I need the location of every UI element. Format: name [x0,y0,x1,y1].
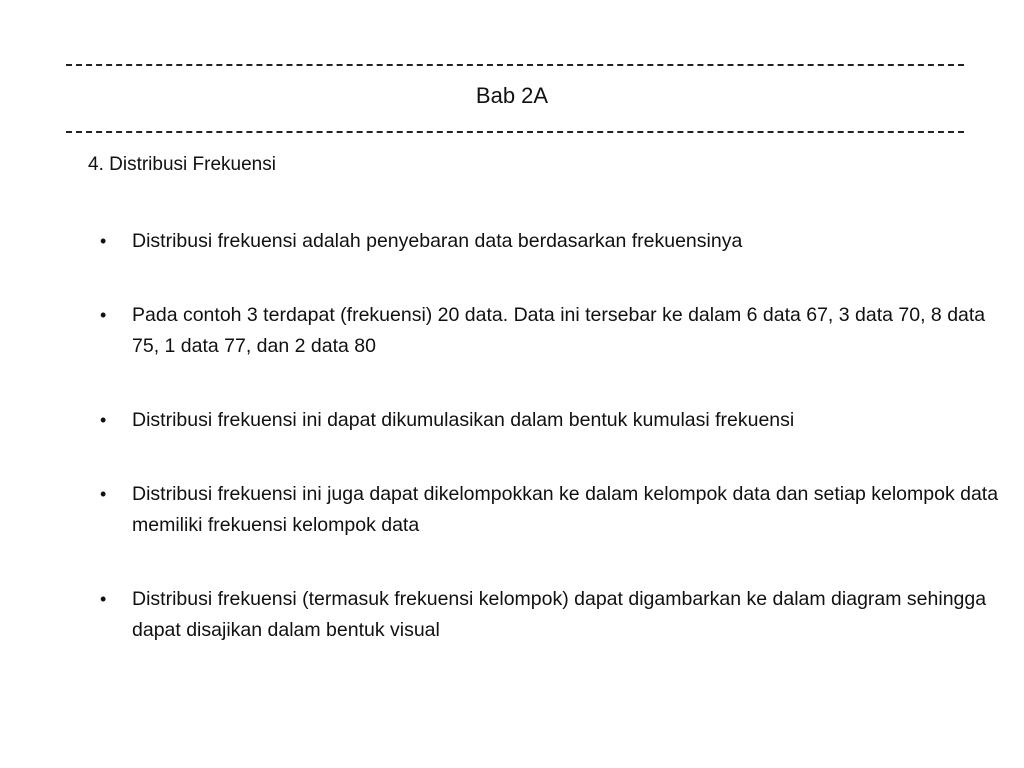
bullet-icon: • [100,484,107,504]
bullet-text: Pada contoh 3 terdapat (frekuensi) 20 data. Data ini tersebar ke dalam 6 data 67, 3 data 70, 8 data 75, 1 data 77, dan 2 data 80 [132,304,986,357]
bullet-item [100,479,1000,541]
bullet-text: Distribusi frekuensi (termasuk frekuensi kelompok) dapat digambarkan ke dalam diagram sehingga dapat disajikan dalam bentuk visual [132,588,987,641]
bullet-text: Distribusi frekuensi ini juga dapat dikelompokkan ke dalam kelompok data dan setiap kelompok data memiliki frekuensi kelompok data [132,483,999,536]
bullet-text: Distribusi frekuensi adalah penyebaran data berdasarkan frekuensinya [132,230,743,252]
bullet-icon: • [100,589,107,609]
bullet-item [100,584,1000,646]
bullet-icon: • [100,305,107,325]
dashed-divider-top [66,64,964,66]
dashed-divider-bottom [66,131,964,133]
slide-title: Bab 2A [475,83,549,108]
bullet-icon: • [100,231,107,251]
section-heading: 4. Distribusi Frekuensi [88,154,276,175]
bullet-list [100,226,1000,689]
bullet-text: Distribusi frekuensi ini dapat dikumulasikan dalam bentuk kumulasi frekuensi [132,409,795,431]
bullet-icon: • [100,410,107,430]
bullet-item [100,405,1000,436]
bullet-item [100,226,1000,257]
bullet-item [100,300,1000,362]
